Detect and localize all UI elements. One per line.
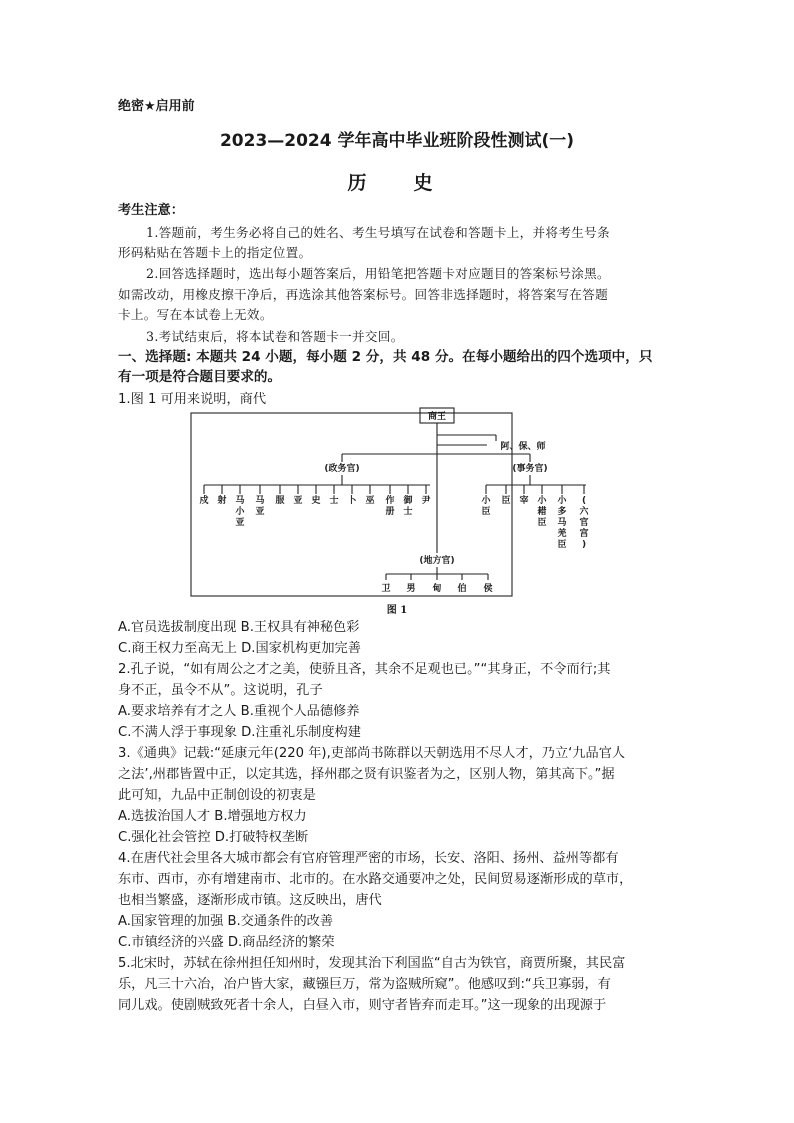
question-4-stem: 东市、西市，亦有增建南市、北市的。在水路交通要冲之处，民间贸易逐渐形成的草市， (118, 872, 633, 887)
official-name: 史 (311, 496, 321, 506)
question-2-option: A.要求培养有才之人 B.重视个人品德修养 (118, 704, 360, 719)
official-name: 戍 (199, 496, 209, 506)
question-3-stem: 此可知，九品中正制创设的初衷是 (118, 788, 316, 803)
question-5-stem: 5.北宋时，苏轼在徐州担任知州时，发现其治下利国监“自古为铁官，商贾所聚，其民富 (118, 956, 626, 971)
question-2-option: C.不满人浮于事现象 D.注重礼乐制度构建 (118, 725, 361, 740)
question-5-stem: 乐，凡三十六冶，冶户皆大家，藏镪巨万，常为盗贼所窥”。他感叹到:“兵卫寡弱，有 (118, 977, 611, 992)
question-1-stem: 1.图 1 可用来说明，商代 (118, 392, 267, 407)
official-system-diagram (190, 408, 589, 598)
official-name: 马小亚 (235, 496, 245, 528)
local-official-name: 甸 (432, 584, 442, 594)
official-name: 巫 (365, 496, 375, 506)
subject-title: 历 史 (347, 172, 447, 194)
local-officials-label: (地方官) (419, 556, 455, 566)
question-3-stem: 之法’,州郡皆置中正，以定其选，择州郡之贤有识鉴者为之，区别人物，第其高下。”据 (118, 767, 615, 782)
question-4-option: C.市镇经济的兴盛 D.商品经济的繁荣 (118, 935, 335, 950)
king-label: 商王 (427, 412, 447, 422)
secret-label: 绝密★启用前 (118, 99, 195, 114)
official-name: 亚 (293, 496, 303, 506)
affairs-officials-label: (事务官) (512, 464, 548, 474)
notice-line: 卡上。写在本试卷上无效。 (118, 307, 273, 322)
official-name: 马亚 (255, 496, 265, 517)
question-3-option: A.选拔治国人才 B.增强地方权力 (118, 809, 307, 824)
official-name: 臣 (501, 496, 511, 506)
exam-title: 2023—2024 学年高中毕业班阶段性测试(一) (219, 131, 575, 151)
official-name: 小多马羌臣 (557, 496, 567, 550)
official-name: 士 (329, 496, 339, 506)
question-1-option: C.商王权力至高无上 D.国家机构更加完善 (118, 641, 361, 656)
official-name: 服 (275, 496, 285, 506)
notice-heading: 考生注意： (118, 203, 184, 218)
section-heading: 有一项是符合题目要求的。 (118, 369, 282, 385)
official-name: 卜 (347, 496, 357, 506)
notice-line: 1.答题前，考生务必将自己的姓名、考生号填写在试卷和答题卡上，并将考生号条 (146, 225, 610, 240)
official-name: 宰 (519, 496, 529, 506)
local-official-name: 伯 (457, 584, 467, 594)
official-name: 小臣 (481, 496, 491, 517)
local-official-name: 男 (406, 584, 416, 594)
official-name: 御士 (403, 496, 413, 517)
question-4-stem: 4.在唐代社会里各大城市都会有官府管理严密的市场，长安、洛阳、扬州、益州等都有 (118, 851, 619, 866)
official-name: 作册 (385, 496, 395, 517)
notice-line: 3.考试结束后，将本试卷和答题卡一并交回。 (146, 329, 404, 344)
official-name: (六官宫) (579, 496, 589, 550)
question-1-option: A.官员选拔制度出现 B.王权具有神秘色彩 (118, 620, 360, 635)
notice-line: 如需改动，用橡皮擦干净后，再选涂其他答案标号。回答非选择题时，将答案写在答题 (118, 287, 608, 302)
local-official-name: 侯 (483, 584, 493, 594)
figure-caption: 图 1 (386, 605, 408, 616)
notice-line: 形码粘贴在答题卡上的指定位置。 (118, 245, 312, 260)
question-2-stem: 身不正，虽令不从”。这说明，孔子 (118, 683, 323, 698)
question-3-option: C.强化社会管控 D.打破特权垄断 (118, 830, 309, 845)
question-4-stem: 也相当繁盛，逐渐形成市镇。这反映出，唐代 (118, 893, 382, 908)
notice-line: 2.回答选择题时，选出每小题答案后，用铅笔把答题卡对应题目的答案标号涂黑。 (146, 266, 610, 281)
official-name: 射 (217, 496, 227, 506)
question-2-stem: 2.孔子说，“如有周公之才之美，使骄且吝，其余不足观也已。”“其身正，不令而行;其 (118, 662, 611, 677)
official-name: 小耤臣 (537, 496, 547, 528)
section-heading: 一、选择题: 本题共 24 小题，每小题 2 分，共 48 分。在每小题给出的四个选项中，只 (118, 349, 653, 365)
official-name: 尹 (421, 496, 431, 506)
local-official-name: 卫 (381, 584, 391, 594)
advisors-label: 阿、保、师 (500, 442, 546, 452)
question-5-stem: 同儿戏。使剧贼致死者十余人，白昼入市，则守者皆弃而走耳。”这一现象的出现源于 (118, 998, 607, 1013)
question-4-option: A.国家管理的加强 B.交通条件的改善 (118, 914, 334, 929)
question-3-stem: 3.《通典》记载:“延康元年(220 年),吏部尚书陈群以天朝选用不尽人才，乃立‘九品官人 (118, 746, 626, 761)
admin-officials-label: (政务官) (324, 464, 360, 474)
